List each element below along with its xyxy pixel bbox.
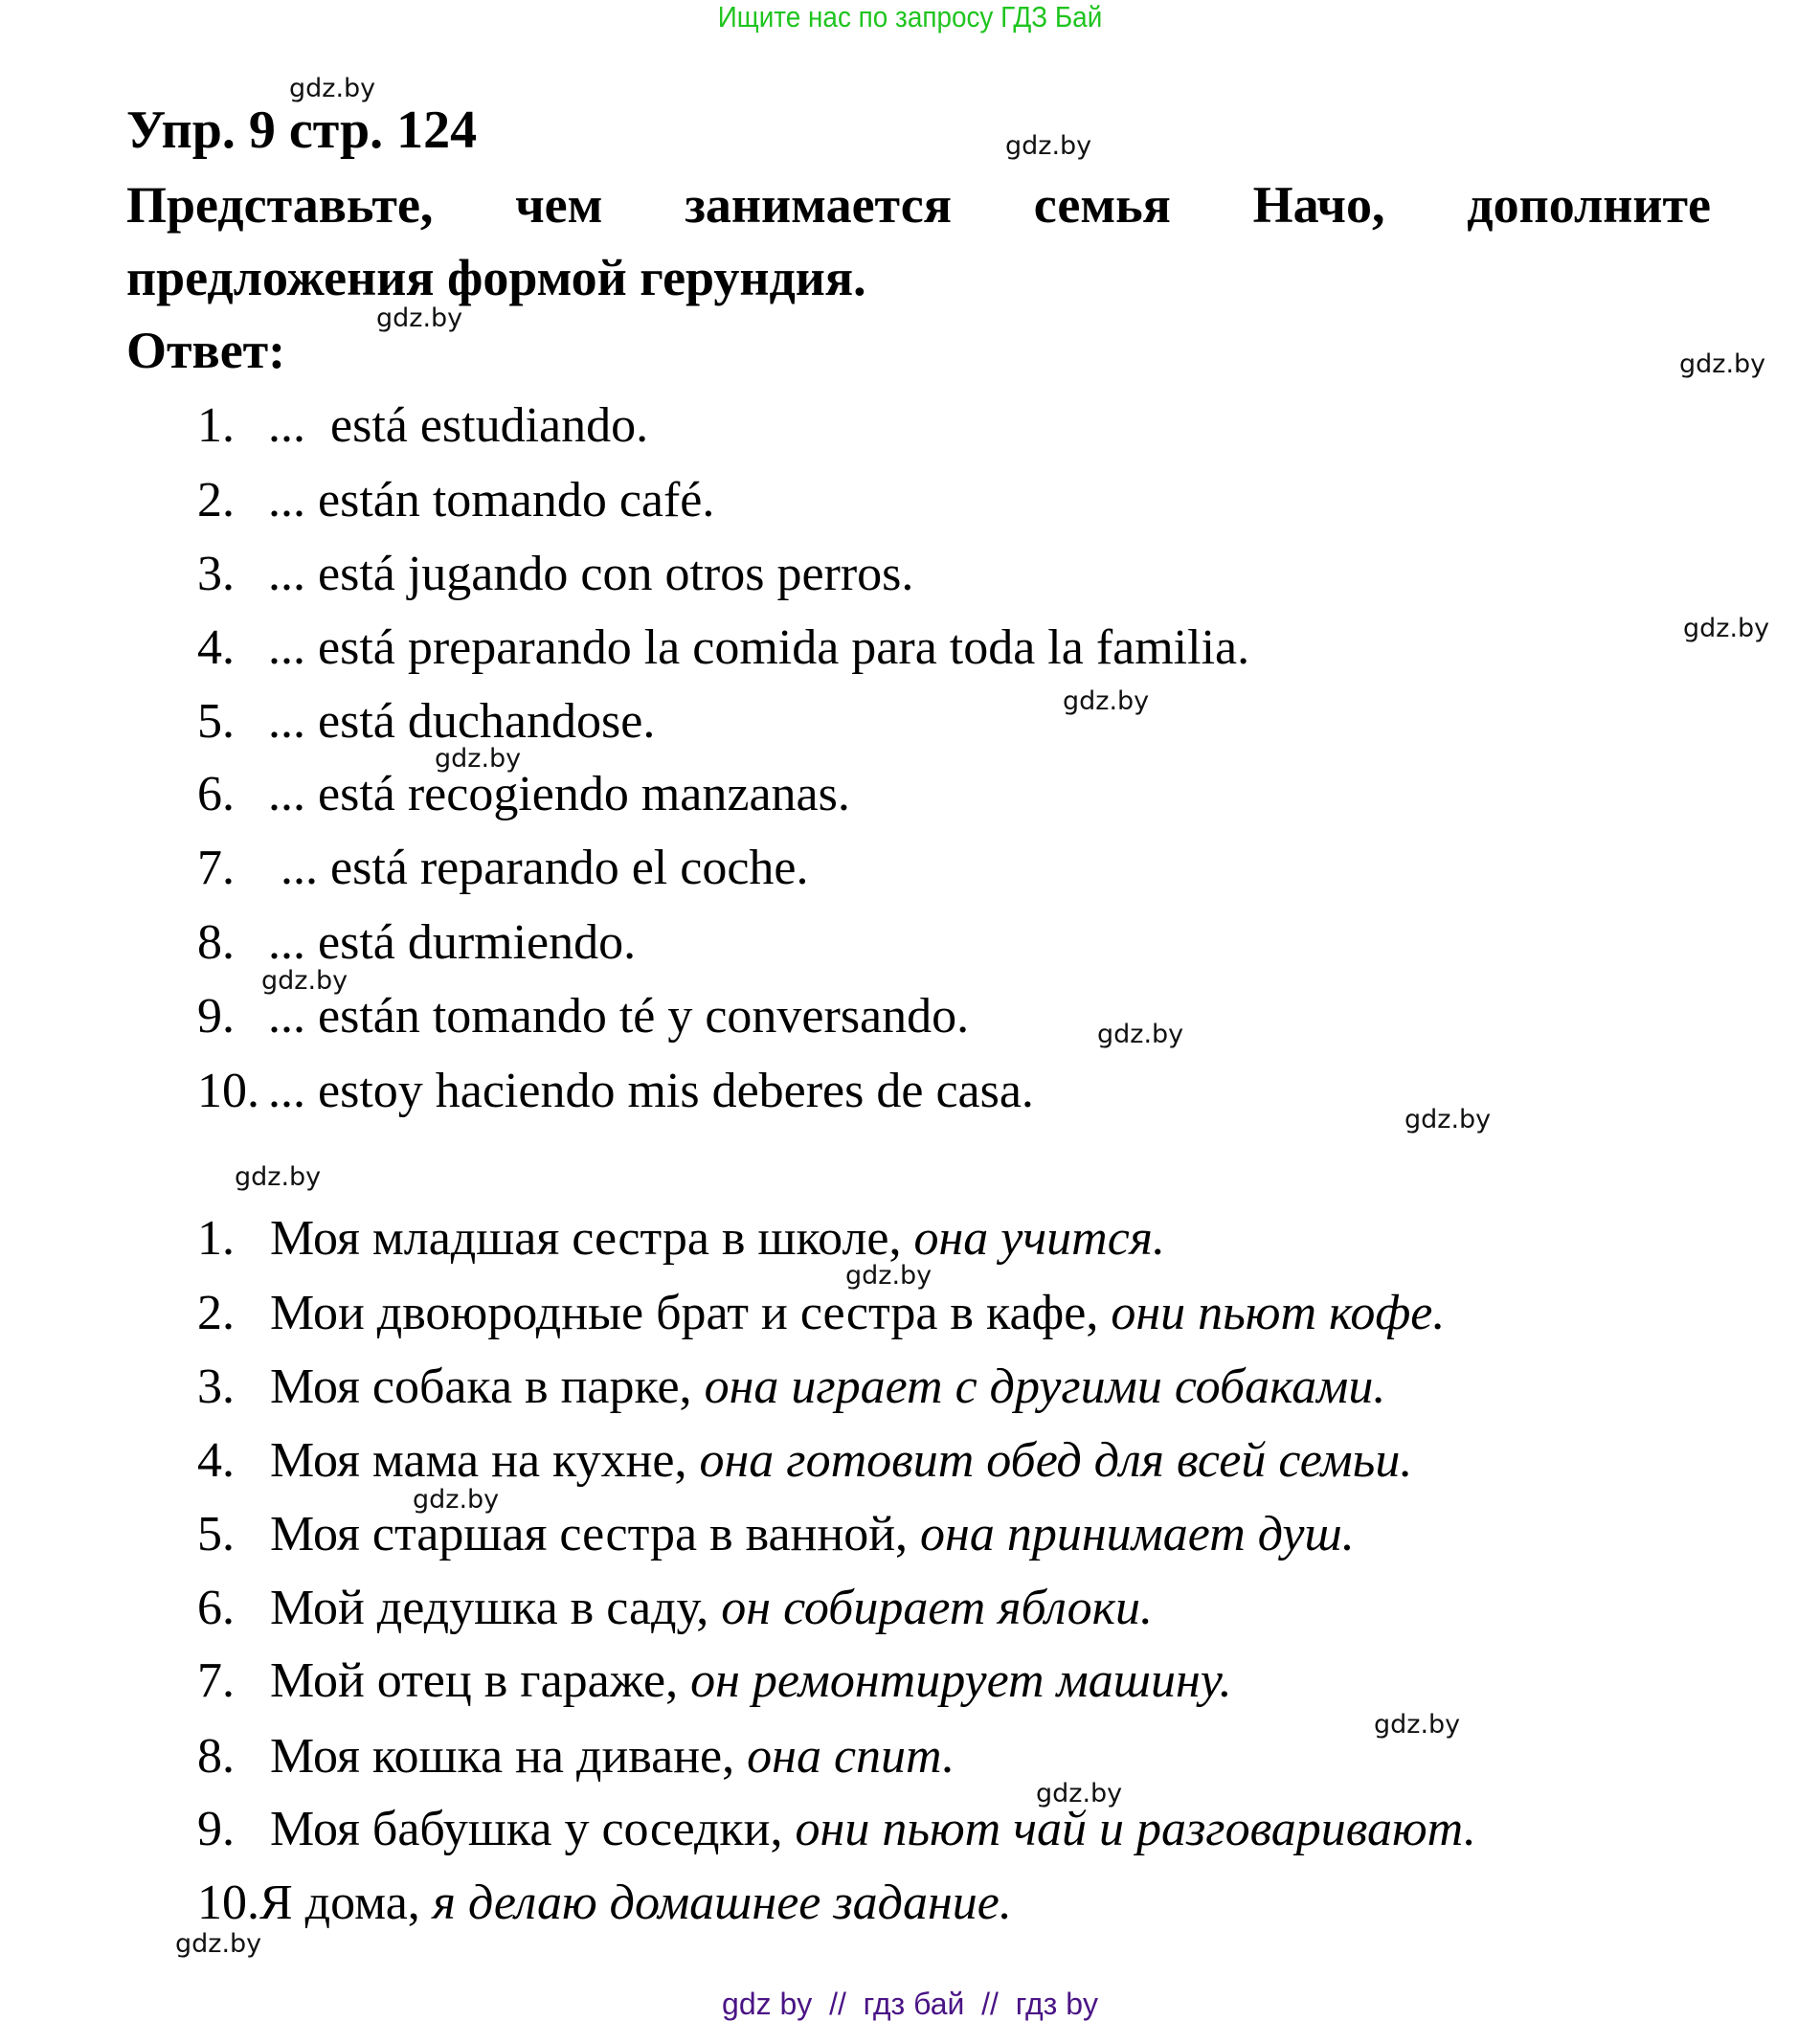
item-text: ... está duchandose. xyxy=(268,694,656,749)
list-item xyxy=(197,1430,1412,1492)
item-number: 2. xyxy=(197,473,235,528)
list-item xyxy=(197,544,913,605)
list-item xyxy=(197,1208,1165,1269)
watermark: gdz.by xyxy=(1374,1710,1461,1740)
task-instruction-line-1 xyxy=(126,174,1711,236)
task-word: семья xyxy=(1033,176,1171,234)
list-item xyxy=(197,1061,1034,1122)
item-text: Моя собака в парке, xyxy=(270,1359,705,1414)
item-number: 10. xyxy=(197,1064,259,1118)
item-text: Моя бабушка у соседки, xyxy=(270,1802,796,1856)
watermark: gdz.by xyxy=(261,966,348,996)
item-text: ... está recogiendo manzanas. xyxy=(268,767,850,821)
list-item xyxy=(197,395,648,457)
item-text-italic: она спит. xyxy=(747,1729,955,1784)
item-text: Моя младшая сестра в школе, xyxy=(270,1211,914,1266)
item-number: 3. xyxy=(197,547,235,601)
item-number: 2. xyxy=(197,1286,235,1340)
list-item xyxy=(197,1726,955,1787)
task-word: занимается xyxy=(685,176,952,234)
watermark: gdz.by xyxy=(1097,1020,1184,1049)
item-number: 9. xyxy=(197,1802,235,1856)
watermark: gdz.by xyxy=(289,74,376,103)
item-text-italic: она играет с другими собаками. xyxy=(704,1359,1386,1414)
item-number: 4. xyxy=(197,1433,235,1488)
watermark: gdz.by xyxy=(1679,349,1766,379)
item-number: 5. xyxy=(197,694,235,749)
item-number: 1. xyxy=(197,398,235,453)
list-item xyxy=(197,1799,1476,1860)
watermark: gdz.by xyxy=(1063,686,1150,716)
task-word: Представьте, xyxy=(126,176,434,234)
list-item xyxy=(197,1357,1385,1418)
list-item xyxy=(197,764,850,825)
answer-label: Ответ: xyxy=(126,322,286,379)
item-number: 4. xyxy=(197,620,235,675)
item-number: 6. xyxy=(197,767,235,821)
item-text: ... está durmiendo. xyxy=(268,915,637,970)
list-item xyxy=(197,1578,1153,1639)
item-text: ... está reparando el coche. xyxy=(268,841,809,895)
exercise-title: Упр. 9 стр. 124 xyxy=(126,101,478,160)
item-text-italic: она принимает душ. xyxy=(920,1507,1355,1561)
watermark: gdz.by xyxy=(235,1162,322,1192)
item-text: ... está preparando la comida para toda la familia. xyxy=(268,620,1250,675)
watermark: gdz.by xyxy=(376,303,463,333)
item-text: Я дома, xyxy=(259,1876,433,1930)
item-number: 1. xyxy=(197,1211,235,1266)
item-text-italic: он ремонтирует машину. xyxy=(690,1653,1232,1708)
task-instruction-line-2: предложения формой герундия. xyxy=(126,249,866,306)
item-number: 9. xyxy=(197,989,235,1044)
list-item xyxy=(197,618,1249,679)
list-item xyxy=(197,1873,1012,1934)
item-text: ... están tomando café. xyxy=(268,473,715,528)
item-text: Мои двоюродные брат и сестра в кафе, xyxy=(270,1286,1112,1340)
item-text-italic: она учится. xyxy=(913,1211,1165,1266)
footer-links: gdz by // гдз бай // гдз by xyxy=(722,1987,1098,2021)
list-item xyxy=(197,470,714,531)
watermark: gdz.by xyxy=(413,1485,500,1515)
item-text-italic: я делаю домашнее задание. xyxy=(432,1876,1012,1930)
watermark: gdz.by xyxy=(175,1929,262,1959)
item-text: Моя старшая сестра в ванной, xyxy=(270,1507,921,1561)
task-word: чем xyxy=(515,176,603,234)
item-number: 8. xyxy=(197,1729,235,1784)
item-number: 6. xyxy=(197,1581,235,1635)
item-number: 10. xyxy=(197,1876,259,1930)
watermark: gdz.by xyxy=(1404,1105,1492,1135)
list-item xyxy=(197,691,655,753)
item-text: ... está estudiando. xyxy=(268,398,649,453)
item-number: 8. xyxy=(197,915,235,970)
item-number: 5. xyxy=(197,1507,235,1561)
list-item xyxy=(197,1283,1445,1344)
watermark: gdz.by xyxy=(435,744,522,774)
item-text: ... está jugando con otros perros. xyxy=(268,547,914,601)
item-text: Мой дедушка в саду, xyxy=(270,1581,722,1635)
task-word: дополните xyxy=(1467,176,1711,234)
search-hint-banner: Ищите нас по запросу ГДЗ Бай xyxy=(717,0,1103,34)
item-text: ... estoy haciendo mis deberes de casa. xyxy=(268,1064,1034,1118)
item-text: Моя мама на кухне, xyxy=(270,1433,700,1488)
watermark: gdz.by xyxy=(1683,614,1770,643)
item-text: Мой отец в гараже, xyxy=(270,1653,691,1708)
item-number: 3. xyxy=(197,1359,235,1414)
item-number: 7. xyxy=(197,841,235,895)
item-text-italic: они пьют кофе. xyxy=(1111,1286,1446,1340)
item-text-italic: он собирает яблоки. xyxy=(721,1581,1153,1635)
watermark: gdz.by xyxy=(845,1261,932,1291)
list-item xyxy=(197,1651,1232,1712)
item-number: 7. xyxy=(197,1653,235,1708)
list-item xyxy=(197,912,636,974)
watermark: gdz.by xyxy=(1036,1779,1123,1809)
item-text-italic: они пьют чай и разговаривают. xyxy=(795,1802,1476,1856)
list-item xyxy=(197,1504,1355,1565)
item-text: Моя кошка на диване, xyxy=(270,1729,748,1784)
list-item xyxy=(197,838,808,899)
task-word: Начо, xyxy=(1252,176,1385,234)
item-text-italic: она готовит обед для всей семьи. xyxy=(699,1433,1413,1488)
item-text: ... están tomando té y conversando. xyxy=(268,989,970,1044)
watermark: gdz.by xyxy=(1005,131,1092,161)
